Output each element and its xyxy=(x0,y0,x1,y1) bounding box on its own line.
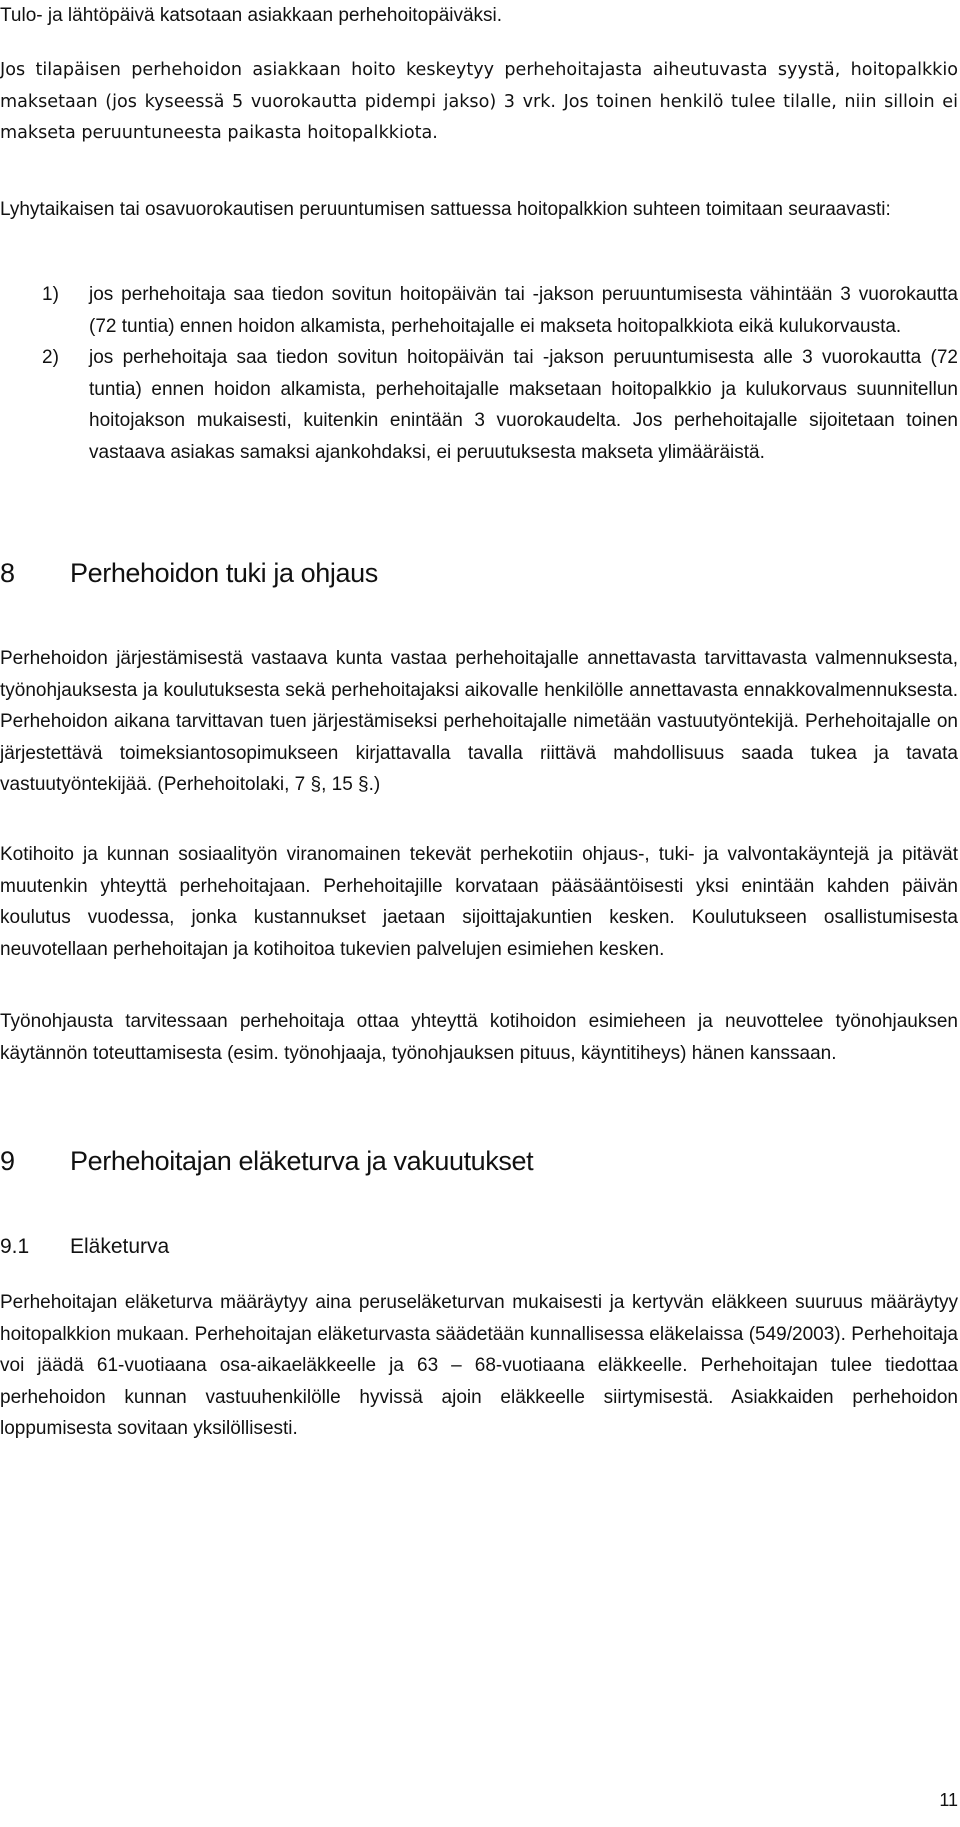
paragraph-arrival-departure: Tulo- ja lähtöpäivä katsotaan asiakkaan perhehoitopäiväksi. xyxy=(0,5,503,26)
section-9-title: Perhehoitajan eläketurva ja vakuutukset xyxy=(70,1146,534,1176)
section-8-heading xyxy=(0,556,378,590)
list-item-number: 2) xyxy=(42,347,59,368)
cancellation-list xyxy=(0,279,958,468)
page-number: 11 xyxy=(939,1790,958,1810)
section-9-heading xyxy=(0,1144,533,1178)
section-8-paragraph-2: Kotihoito ja kunnan sosiaalityön viranomainen tekevät perhekotiin ohjaus-, tuki- ja valvontakäyntejä ja pitävät muutenkin yhteyttä perhehoitajaan. Perhehoitajille korvataan pääsääntöisesti yksi enintään kahden päivän koulutus vuodessa, jonka kustannukset jaetaan sijoittajakuntien kesken. Koulutukseen osallistumisesta neuvotellaan perhehoitajan ja kotihoitoa tukevien palvelujen esimiehen kesken. xyxy=(0,844,958,960)
list-item-number: 1) xyxy=(42,284,59,305)
section-9-number: 9 xyxy=(0,1146,15,1176)
list-item xyxy=(0,279,958,342)
section-8-paragraph-3: Työnohjausta tarvitessaan perhehoitaja ottaa yhteyttä kotihoidon esimieheen ja neuvottelee työnohjauksen käytännön toteuttamisesta (esim. työnohjaaja, työnohjauksen pituus, käyntitiheys) hänen kanssaan. xyxy=(0,1011,958,1064)
paragraph-cancellation-intro: Lyhytaikaisen tai osavuorokautisen peruuntumisen sattuessa hoitopalkkion suhteen toimitaan seuraavasti: xyxy=(0,199,891,220)
section-9-1-paragraph-1: Perhehoitajan eläketurva määräytyy aina peruseläketurvan mukaisesti ja kertyvän eläkkeen suuruus määräytyy hoitopalkkion mukaan. Perhehoitajan eläketurvasta säädetään kunnallisessa eläkelaissa (549/2003). Perhehoitaja voi jäädä 61-vuotiaana osa-aikaeläkkeelle ja 63 – 68-vuotiaana eläkkeelle. Perhehoitajan tulee tiedottaa perhehoidon kunnan vastuuhenkilölle hyvissä ajoin eläkkeelle siirtymisestä. Asiakkaiden perhehoidon loppumisesta sovitaan yksilöllisesti. xyxy=(0,1292,958,1439)
section-8-paragraph-1: Perhehoidon järjestämisestä vastaava kunta vastaa perhehoitajalle annettavasta tarvittavasta valmennuksesta, työnohjauksesta ja koulutuksesta sekä perhehoitajaksi aikovalle henkilölle annettavasta ennakkovalmennuksesta. Perhehoidon aikana tarvittavan tuen järjestämiseksi perhehoitajalle nimetään vastuutyöntekijä. Perhehoitajalle on järjestettävä toimeksiantosopimukseen kirjattavalla tavalla riittävä mahdollisuus saada tukea ja tavata vastuutyöntekijää. (Perhehoitolaki, 7 §, 15 §.) xyxy=(0,648,958,795)
list-item-text: jos perhehoitaja saa tiedon sovitun hoitopäivän tai -jakson peruuntumisesta vähintään 3 vuorokautta (72 tuntia) ennen hoidon alkamista, perhehoitajalle ei makseta hoitopalkkiota eikä kulukorvausta. xyxy=(89,284,958,337)
list-item xyxy=(0,342,958,468)
section-8-number: 8 xyxy=(0,558,15,588)
section-9-1-number: 9.1 xyxy=(0,1235,30,1258)
section-8-title: Perhehoidon tuki ja ohjaus xyxy=(70,558,378,588)
section-9-1-title: Eläketurva xyxy=(70,1235,170,1258)
list-item-text: jos perhehoitaja saa tiedon sovitun hoitopäivän tai -jakson peruuntumisesta alle 3 vuorokautta (72 tuntia) ennen hoidon alkamista, perhehoitajalle maksetaan hoitopalkkio ja kulukorvaus suunnitellun hoitojakson mukaisesti, kuitenkin enintään 3 vuorokaudelta. Jos perhehoitajalle sijoitetaan toinen vastaava asiakas samaksi ajankohdaksi, ei peruutuksesta makseta ylimääräistä. xyxy=(89,347,958,463)
paragraph-interruption: Jos tilapäisen perhehoidon asiakkaan hoito keskeytyy perhehoitajasta aiheutuvasta syystä, hoitopalkkio maksetaan (jos kyseessä 5 vuorokautta pidempi jakso) 3 vrk. Jos toinen henkilö tulee tilalle, niin silloin ei makseta peruuntuneesta paikasta hoitopalkkiota. xyxy=(0,60,958,143)
section-9-1-heading xyxy=(0,1233,169,1261)
